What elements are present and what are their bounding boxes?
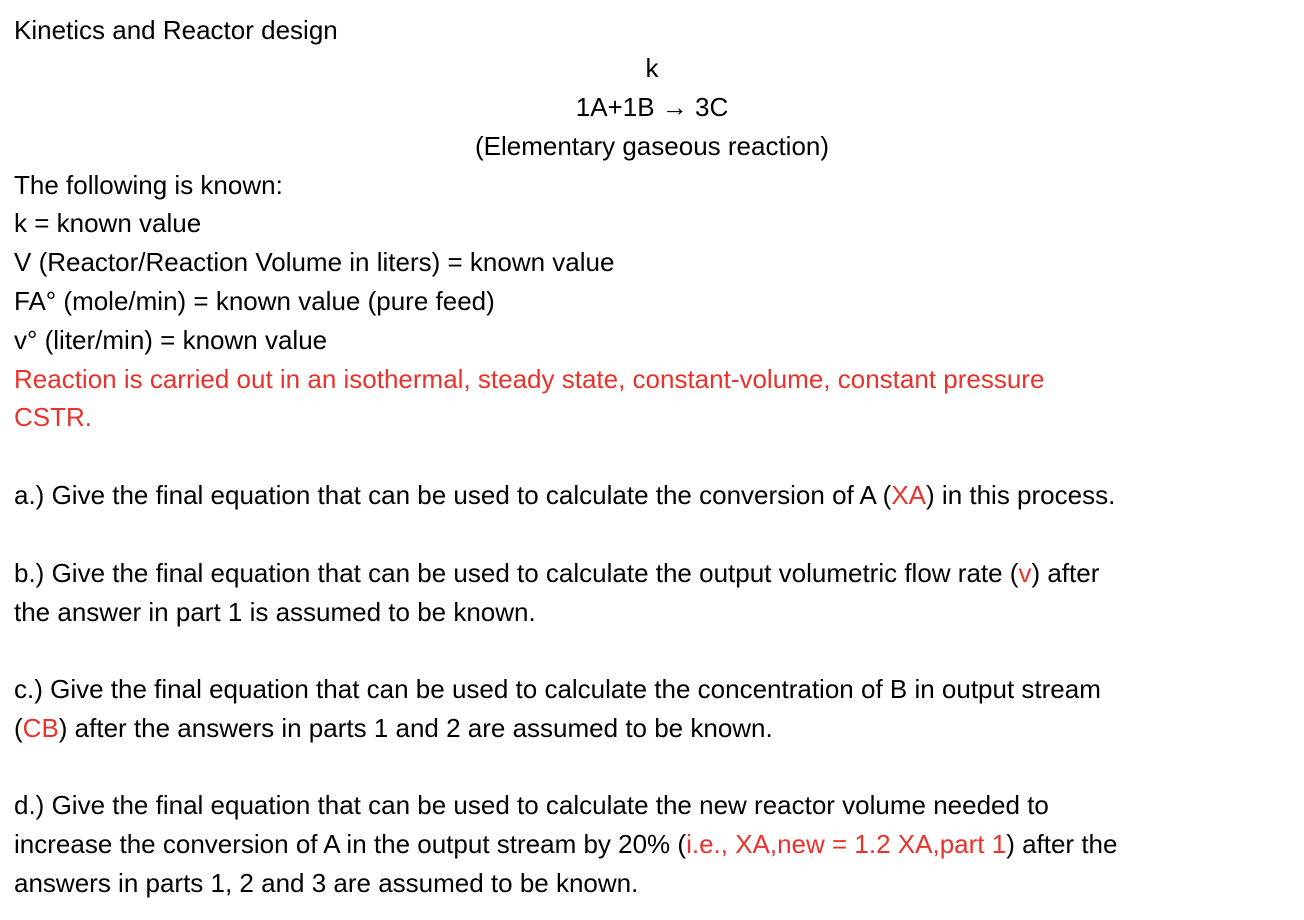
question-d-line-1: d.) Give the final equation that can be used to calculate the new reactor volume needed to [14, 790, 1049, 820]
question-a-variable: XA [891, 480, 927, 510]
question-c-text-end: ) after the answers in parts 1 and 2 are assumed to be known. [58, 713, 773, 743]
question-b-line-2: the answer in part 1 is assumed to be known. [14, 597, 536, 627]
known-item-feed: FA° (mole/min) = known value (pure feed) [14, 286, 495, 316]
question-c-open: ( [14, 713, 23, 743]
reactor-condition-line-2: CSTR. [14, 402, 92, 432]
reactor-condition-line-1: Reaction is carried out in an isothermal, steady state, constant-volume, constant pressure [14, 364, 1045, 394]
question-d-line-3: answers in parts 1, 2 and 3 are assumed to be known. [14, 868, 639, 898]
known-heading: The following is known: [14, 170, 283, 200]
question-b-line-1 [14, 558, 1099, 588]
question-b-text: b.) Give the final equation that can be used to calculate the output volumetric flow rate ( [14, 558, 1019, 588]
question-b-text-end: ) after [1031, 558, 1100, 588]
document-title: Kinetics and Reactor design [14, 15, 338, 45]
question-d-highlight: i.e., XA,new = 1.2 XA,part 1 [686, 829, 1007, 859]
question-d-line-2 [14, 829, 1117, 859]
rate-constant-label: k [645, 53, 659, 83]
question-c-line-1: c.) Give the final equation that can be used to calculate the concentration of B in output stream [14, 674, 1101, 704]
question-a-text: a.) Give the final equation that can be used to calculate the conversion of A ( [14, 480, 892, 510]
question-d-text: increase the conversion of A in the output stream by 20% ( [14, 829, 687, 859]
question-b-variable: v [1018, 558, 1032, 588]
known-item-k: k = known value [14, 208, 202, 238]
known-item-volume: V (Reactor/Reaction Volume in liters) = known value [14, 247, 615, 277]
question-c-variable: CB [22, 713, 59, 743]
question-d-text-end: ) after the [1006, 829, 1118, 859]
question-c-line-2 [14, 713, 773, 743]
question-a [14, 480, 1115, 510]
known-item-flow: v° (liter/min) = known value [14, 325, 328, 355]
question-a-text-end: ) in this process. [926, 480, 1116, 510]
reaction-note: (Elementary gaseous reaction) [474, 131, 830, 161]
reaction-equation: 1A+1B → 3C [575, 92, 729, 122]
